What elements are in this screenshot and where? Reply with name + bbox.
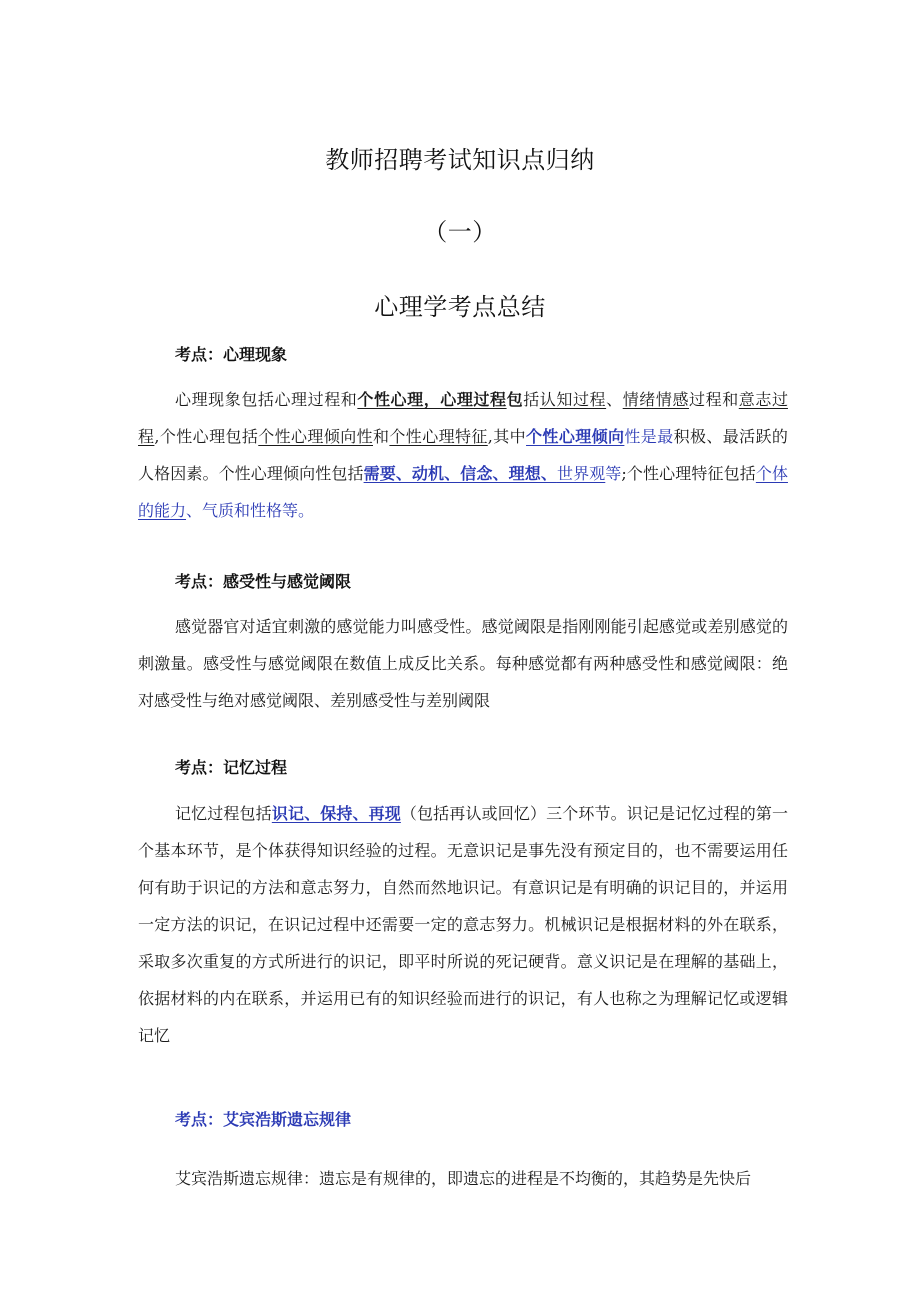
subject-title: 心理学考点总结 xyxy=(374,293,546,321)
text-run: 、气质和性格等。 xyxy=(186,501,315,520)
text-run: （包 xyxy=(400,804,434,823)
section-body-memory xyxy=(138,795,788,1054)
text-run: 心理现象包括心理过程和 xyxy=(175,390,358,409)
text-run: 性是最 xyxy=(624,427,674,446)
text-run: ,其中 xyxy=(487,427,527,446)
part-number: （一） xyxy=(423,218,497,246)
text-run: 记忆过程包括 xyxy=(175,804,272,823)
link-cognitive-process[interactable]: 认知过程 xyxy=(539,390,607,409)
section-heading-psych-phenomena: 考点：心理现象 xyxy=(175,345,288,364)
text-run: 括再认或回忆）三个环节。识记是记忆过程的第一个基本环节，是个体获得知识经验的过程。无意识记是事先没有预定目的，也不需要运用任何有助于识记的方法和意志努力，自然而然地识记。有意识记是有明确的识记目的，并运用一定方法的识记，在识记过程中还需要一定的意志努力。机械识记是根据材料的外在联系，采取多次重复的方式所进行的识记，即平时所说的死记硬背。意义识记是在理解的基础上，依据材料的内在联系，并运用已有的知识经验而进行的识记，有人也称之为理解记忆或逻辑记忆 xyxy=(138,804,788,1045)
link-personality-tendency[interactable]: 个性心理倾向性 xyxy=(258,427,373,446)
document-title: 教师招聘考试知识点归纳 xyxy=(325,146,595,174)
link-needs-motives[interactable]: 需要、动机、信念、理想、 xyxy=(363,464,557,483)
text-run: 和 xyxy=(373,427,390,446)
text-run: 括 xyxy=(523,390,540,409)
text-run: 过程和 xyxy=(689,390,739,409)
section-body-ebbinghaus: 艾宾浩斯遗忘规律：遗忘是有规律的，即遗忘的进程是不均衡的，其趋势是先快后 xyxy=(175,1169,752,1188)
section-heading-sensitivity: 考点：感受性与感觉阈限 xyxy=(175,572,352,591)
link-individual-ability[interactable]: 个体的能力 xyxy=(138,464,788,520)
text-run: 包 xyxy=(506,390,524,409)
text-run: ,个性心理包括 xyxy=(154,427,259,446)
link-personality-psychology[interactable]: 个性心理，心理过程 xyxy=(357,390,507,409)
text-run: 等 xyxy=(605,464,622,483)
link-personality-traits[interactable]: 个性心理特征 xyxy=(389,427,488,446)
link-will-process[interactable]: 意志过程 xyxy=(138,390,788,446)
link-personality-tendency-2[interactable]: 个性心理倾向 xyxy=(526,427,625,446)
section-heading-ebbinghaus: 考点：艾宾浩斯遗忘规律 xyxy=(175,1110,352,1129)
text-run: 积极、最活跃的人格因素。个性心理倾向性包括 xyxy=(138,427,788,483)
section-body-sensitivity: 感觉器官对适宜刺激的感觉能力叫感受性。感觉阈限是指刚刚能引起感觉或差别感觉的刺激量。感受性与感觉阈限在数值上成反比关系。每种感觉都有两种感受性和感觉阈限：绝对感受性与绝对感觉阈限、差别感受性与差别阈限 xyxy=(138,617,788,710)
link-worldview[interactable]: 世界观 xyxy=(556,464,606,483)
text-run: ;个性心理特征包括 xyxy=(621,464,756,483)
link-emotion[interactable]: 情绪情感 xyxy=(622,390,690,409)
section-heading-memory: 考点：记忆过程 xyxy=(175,758,288,777)
text-run: 、 xyxy=(606,390,623,409)
link-memory-stages[interactable]: 识记、保持、再现 xyxy=(271,804,401,823)
section-body-psych-phenomena xyxy=(138,381,788,529)
